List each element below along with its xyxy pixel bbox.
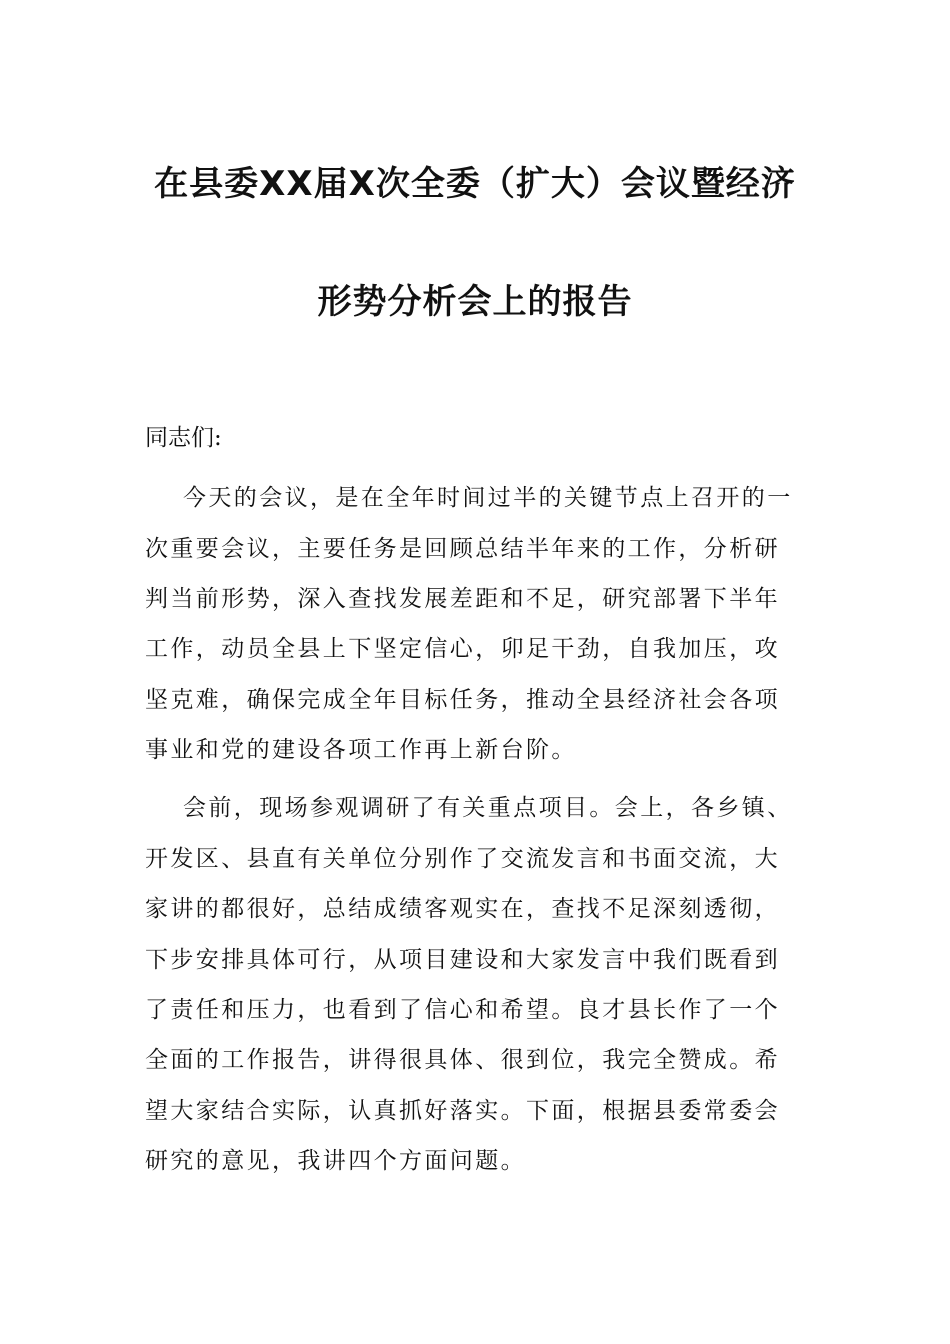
paragraph-2-line-1: 会前，现场参观调研了有关重点项目。会上，各乡镇、 — [183, 795, 793, 821]
paragraph-1-line-3: 判当前形势，深入查找发展差距和不足，研究部署下半年 — [145, 586, 780, 612]
paragraph-2-line-2: 开发区、县直有关单位分别作了交流发言和书面交流，大 — [145, 846, 780, 872]
paragraph-2-line-6: 全面的工作报告，讲得很具体、很到位，我完全赞成。希 — [145, 1047, 780, 1073]
paragraph-2-line-3: 家讲的都很好，总结成绩客观实在，查找不足深刻透彻， — [145, 896, 780, 922]
paragraph-2-line-7: 望大家结合实际，认真抓好落实。下面，根据县委常委会 — [145, 1098, 780, 1124]
paragraph-2-line-8: 研究的意见，我讲四个方面问题。 — [145, 1148, 526, 1174]
paragraph-1-line-6: 事业和党的建设各项工作再上新台阶。 — [145, 737, 577, 763]
salutation: 同志们: — [145, 425, 222, 451]
paragraph-1-line-4: 工作，动员全县上下坚定信心，卯足干劲，自我加压，攻 — [145, 636, 780, 662]
paragraph-1-line-1: 今天的会议，是在全年时间过半的关键节点上召开的一 — [183, 485, 793, 511]
paragraph-2-line-4: 下步安排具体可行，从项目建设和大家发言中我们既看到 — [145, 947, 780, 973]
paragraph-1-line-2: 次重要会议，主要任务是回顾总结半年来的工作，分析研 — [145, 536, 780, 562]
document-title-line-2: 形势分析会上的报告 — [317, 282, 633, 322]
document-title-line-1: 在县委XX届X次全委（扩大）会议暨经济 — [154, 164, 796, 204]
paragraph-2-line-5: 了责任和压力，也看到了信心和希望。良才县长作了一个 — [145, 997, 780, 1023]
paragraph-1-line-5: 坚克难，确保完成全年目标任务，推动全县经济社会各项 — [145, 687, 780, 713]
